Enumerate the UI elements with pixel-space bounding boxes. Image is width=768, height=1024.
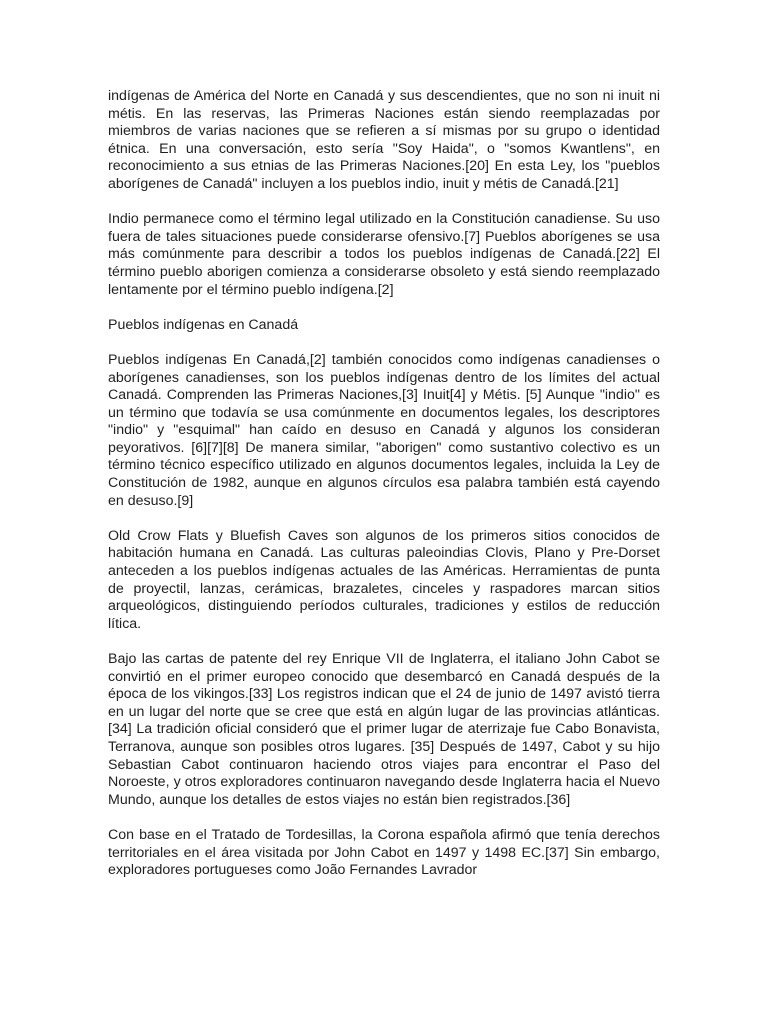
- paragraph-pueblos-indigenas-definition: Pueblos indígenas En Canadá,[2] también conocidos como indígenas canadienses o aborígenes canadienses, son los pueblos indígenas dentro de los límites del actual Canadá. Comprenden las Primeras Naciones,[3] Inuit[4] y Métis. [5] Aunque "indio" es un término que todavía se usa comúnmente en documentos legales, los descriptores "indio" y "esquimal" han caído en desuso en Canadá y algunos los consideran peyorativos. [6][7][8] De manera similar, "aborigen" como sustantivo colectivo es un término técnico específico utilizado en algunos documentos legales, incluida la Ley de Constitución de 1982, aunque en algunos círculos esa palabra también está cayendo en desuso.[9]: [108, 351, 660, 509]
- section-heading-pueblos-indigenas: Pueblos indígenas en Canadá: [108, 316, 299, 333]
- paragraph-first-nations-identity: indígenas de América del Norte en Canadá y sus descendientes, que no son ni inuit ni métis. En las reservas, las Primeras Naciones están siendo reemplazadas por miembros de varias naciones que se refieren a sí mismas por su grupo o identidad étnica. En una conversación, esto sería "Soy Haida", o "somos Kwantlens", en reconocimiento a sus etnias de las Primeras Naciones.[20] En esta Ley, los "pueblos aborígenes de Canadá" incluyen a los pueblos indio, inuit y métis de Canadá.[21]: [108, 88, 660, 192]
- paragraph-indio-legal-term: Indio permanece como el término legal utilizado en la Constitución canadiense. Su uso fuera de tales situaciones puede considerarse ofensivo.[7] Pueblos aborígenes se usa más comúnmente para describir a todos los pueblos indígenas de Canadá.[22] El término pueblo aborigen comienza a considerarse obsoleto y está siendo reemplazado lentamente por el término pueblo indígena.[2]: [108, 211, 660, 298]
- document-page: [108, 88, 660, 1024]
- paragraph-john-cabot: Bajo las cartas de patente del rey Enrique VII de Inglaterra, el italiano John Cabot se convirtió en el primer europeo conocido que desembarcó en Canadá después de la época de los vikingos.[33] Los registros indican que el 24 de junio de 1497 avistó tierra en un lugar del norte que se cree que está en algún lugar de las provincias atlánticas. [34] La tradición oficial consideró que el primer lugar de aterrizaje fue Cabo Bonavista, Terranova, aunque son posibles otros lugares. [35] Después de 1497, Cabot y su hijo Sebastian Cabot continuaron haciendo otros viajes para encontrar el Paso del Noroeste, y otros exploradores continuaron navegando desde Inglaterra hacia el Nuevo Mundo, aunque los detalles de estos viajes no están bien registrados.[36]: [108, 651, 660, 808]
- paragraph-tordesillas: Con base en el Tratado de Tordesillas, la Corona española afirmó que tenía derechos territoriales en el área visitada por John Cabot en 1497 y 1498 EC.[37] Sin embargo, exploradores portugueses como João Fernandes Lavrador: [108, 826, 660, 879]
- paragraph-early-sites: Old Crow Flats y Bluefish Caves son algunos de los primeros sitios conocidos de habitación humana en Canadá. Las culturas paleoindias Clovis, Plano y Pre-Dorset anteceden a los pueblos indígenas actuales de las Américas. Herramientas de punta de proyectil, lanzas, cerámicas, brazaletes, cinceles y raspadores marcan sitios arqueológicos, distinguiendo períodos culturales, tradiciones y estilos de reducción lítica.: [108, 527, 660, 632]
